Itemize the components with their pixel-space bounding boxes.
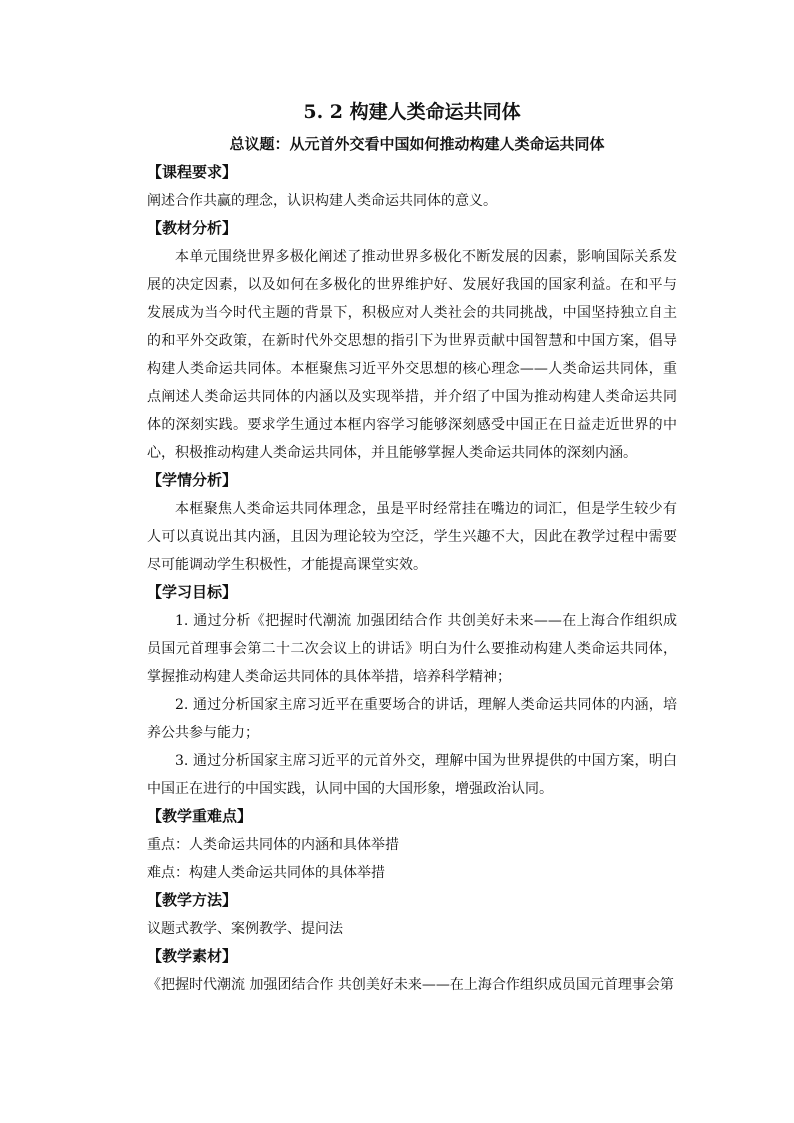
page-subtitle: 总议题：从元首外交看中国如何推动构建人类命运共同体	[229, 135, 605, 153]
objective-item-1: 1. 通过分析《把握时代潮流 加强团结合作 共创美好未来——在上海合作组织成员国元首理事会第二十二次会议上的讲话》明白为什么要推动构建人类命运共同体，掌握推动构建人类命运共同体的具体举措，培养科学精神；	[147, 613, 677, 685]
section-heading: 【教学方法】	[147, 891, 238, 909]
section-textbook-analysis	[147, 215, 677, 467]
section-teaching-materials	[147, 943, 677, 999]
section-learning-objectives	[147, 579, 677, 803]
section-student-analysis	[147, 467, 677, 579]
objective-item-2: 2. 通过分析国家主席习近平在重要场合的讲话，理解人类命运共同体的内涵，培养公共参与能力；	[147, 697, 677, 741]
section-heading: 【课程要求】	[147, 163, 238, 181]
section-text: 《把握时代潮流 加强团结合作 共创美好未来——在上海合作组织成员国元首理事会第	[147, 977, 674, 993]
section-text: 本单元围绕世界多极化阐述了推动世界多极化不断发展的因素，影响国际关系发展的决定因素，以及如何在多极化的世界维护好、发展好我国的国家利益。在和平与发展成为当今时代主题的背景下，积极应对人类社会的共同挑战，中国坚持独立自主的和平外交政策，在新时代外交思想的指引下为世界贡献中国智慧和中国方案，倡导构建人类命运共同体。本框聚焦习近平外交思想的核心理念——人类命运共同体，重点阐述人类命运共同体的内涵以及实现举措，并介绍了中国为推动构建人类命运共同体的深刻实践。要求学生通过本框内容学习能够深刻感受中国正在日益走近世界的中心，积极推动构建人类命运共同体，并且能够掌握人类命运共同体的深刻内涵。	[147, 249, 677, 461]
document-content	[147, 98, 677, 999]
section-key-difficult-points	[147, 803, 677, 887]
section-heading: 【学情分析】	[147, 471, 238, 489]
section-heading: 【教材分析】	[147, 219, 238, 237]
key-point: 重点：人类命运共同体的内涵和具体举措	[147, 837, 399, 853]
section-heading: 【教学素材】	[147, 947, 238, 965]
section-heading: 【教学重难点】	[147, 807, 253, 825]
section-heading: 【学习目标】	[147, 583, 238, 601]
page-title: 5. 2 构建人类命运共同体	[303, 101, 521, 123]
section-course-requirements	[147, 159, 677, 215]
difficult-point: 难点：构建人类命运共同体的具体举措	[147, 865, 385, 881]
section-teaching-methods	[147, 887, 677, 943]
section-text: 本框聚焦人类命运共同体理念，虽是平时经常挂在嘴边的词汇，但是学生较少有人可以真说出其内涵，且因为理论较为空泛，学生兴趣不大，因此在教学过程中需要尽可能调动学生积极性，才能提高课堂实效。	[147, 501, 677, 573]
objective-item-3: 3. 通过分析国家主席习近平的元首外交，理解中国为世界提供的中国方案，明白中国正在进行的中国实践，认同中国的大国形象，增强政治认同。	[147, 753, 677, 797]
section-text: 阐述合作共赢的理念，认识构建人类命运共同体的意义。	[147, 193, 497, 209]
section-text: 议题式教学、案例教学、提问法	[147, 921, 343, 937]
